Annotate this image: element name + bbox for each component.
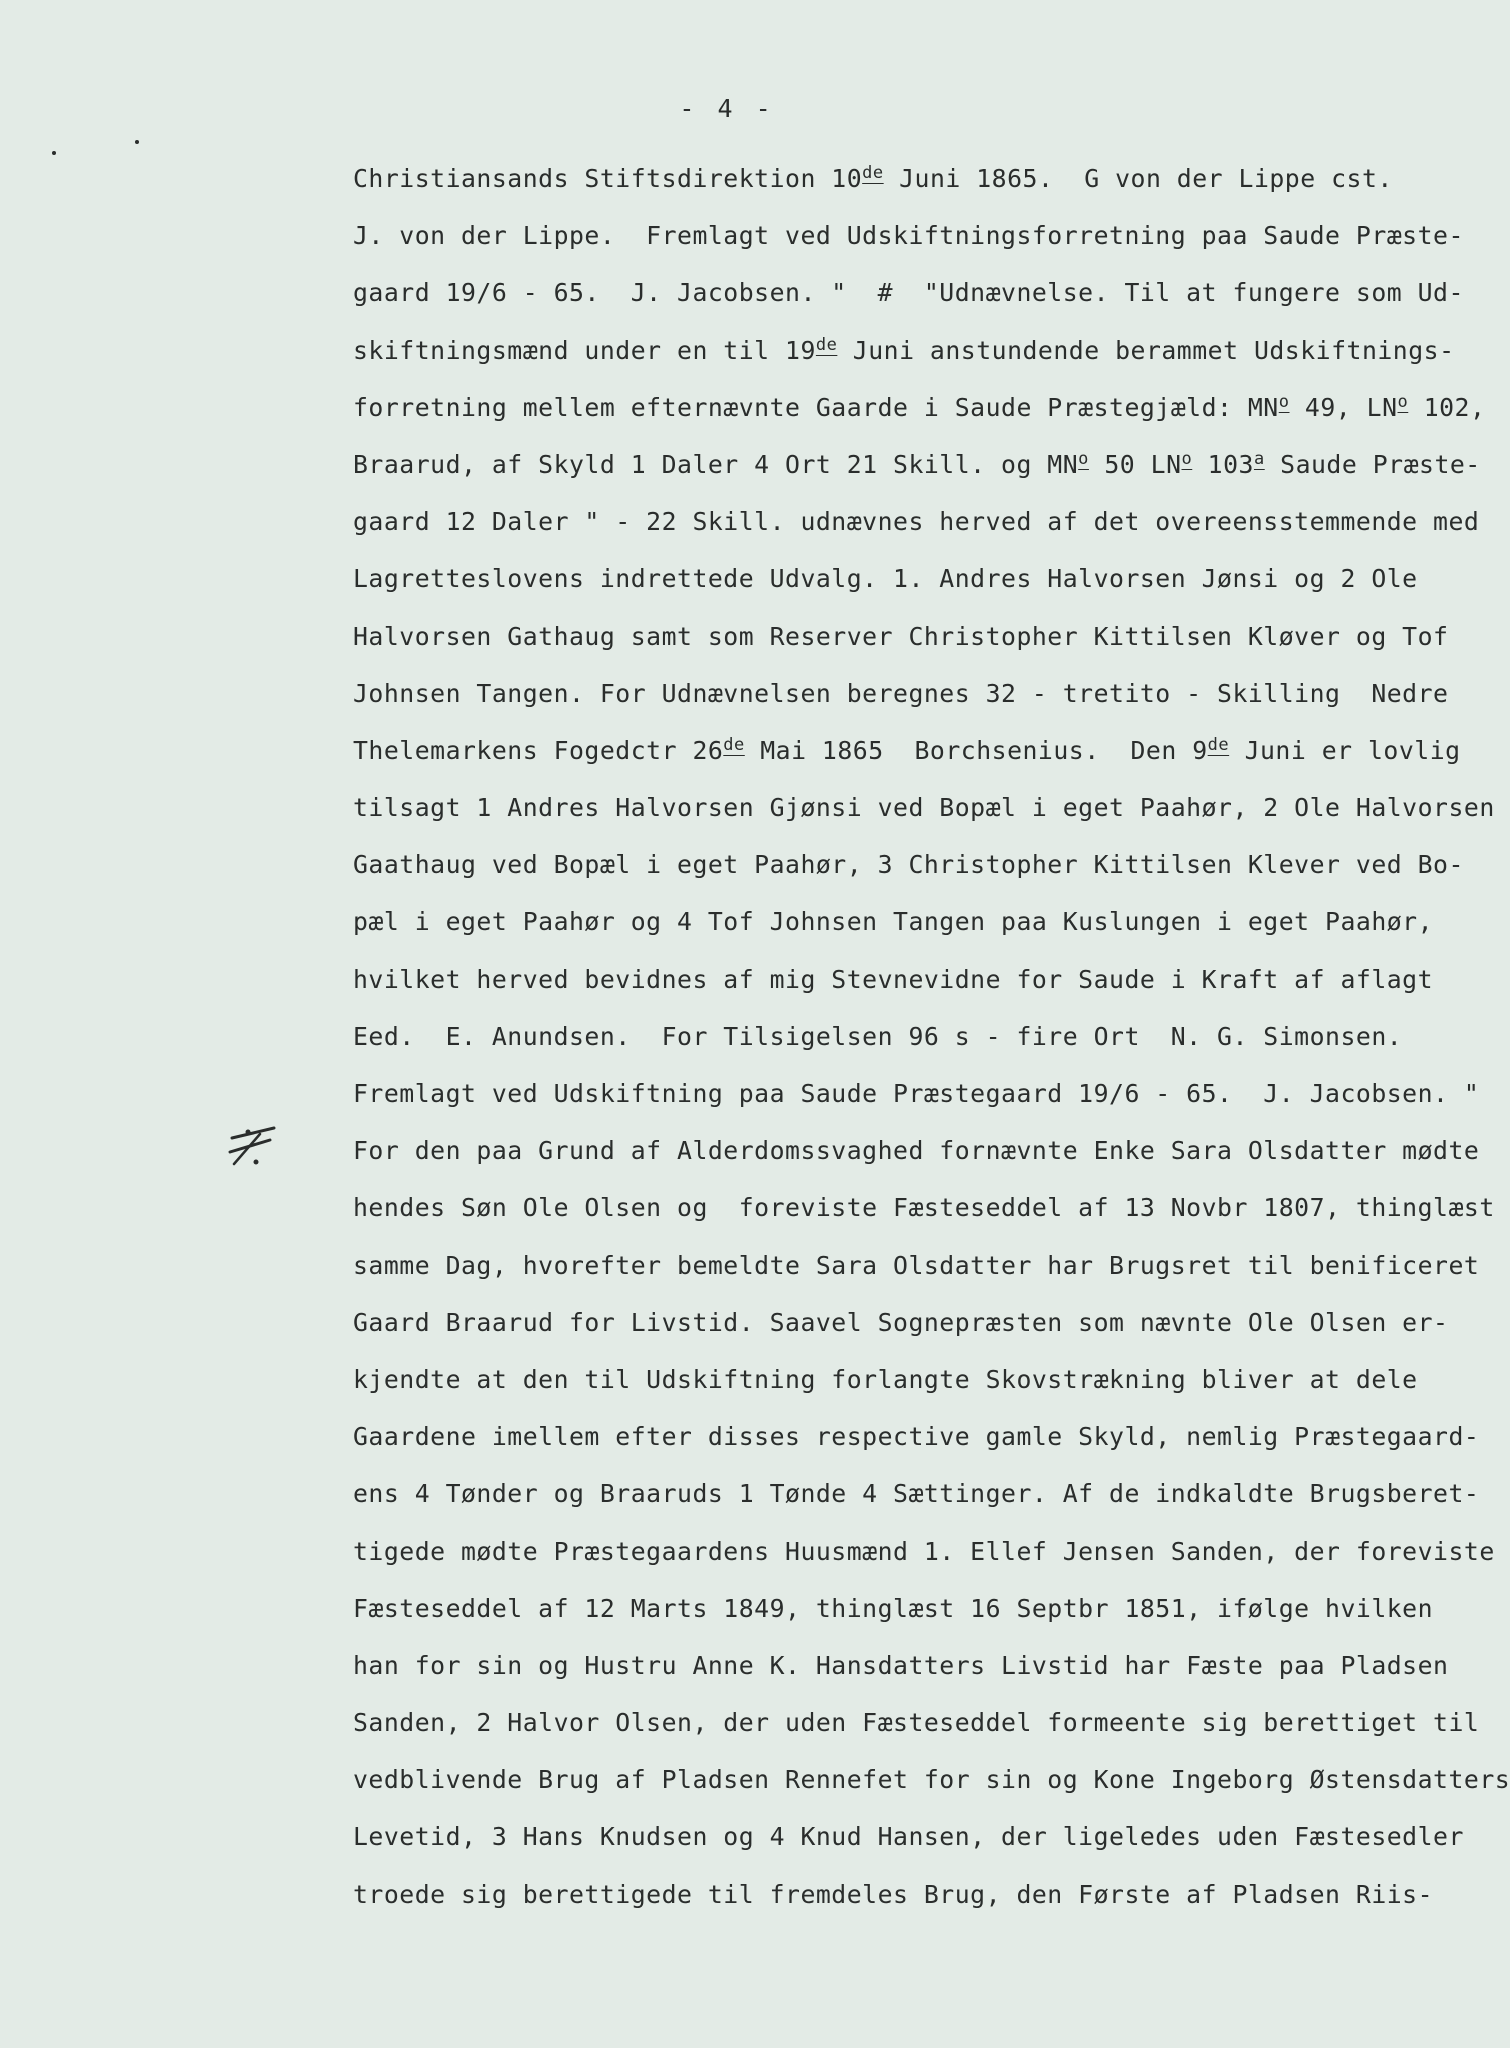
superscript: de	[723, 734, 745, 755]
text-line	[353, 951, 1434, 1008]
text-line	[353, 150, 1423, 207]
line-text: Juni anstundende berammet Udskiftnings-	[837, 335, 1455, 365]
text-line	[353, 1866, 1434, 1923]
text-line	[353, 1580, 1434, 1637]
line-text: 49, LN	[1289, 392, 1398, 422]
superscript: de	[862, 163, 884, 183]
superscript: o	[1278, 391, 1290, 412]
margin-dot	[135, 140, 139, 144]
text-line	[353, 436, 1481, 493]
line-text: Fremlagt ved Udskiftning paa Saude Præstegaard 19/6 - 65. J. Jacobsen. "	[353, 1079, 1480, 1108]
text-line	[353, 1808, 1464, 1865]
line-text: 50 LN	[1088, 449, 1182, 479]
text-line	[353, 722, 1461, 779]
text-line	[353, 836, 1464, 893]
line-text: ens 4 Tønder og Braaruds 1 Tønde 4 Sættinger. Af de indkaldte Brugsberet-	[353, 1479, 1480, 1509]
text-line	[353, 1179, 1495, 1236]
page-number: - 4 -	[679, 94, 775, 123]
text-line	[353, 207, 1464, 264]
text-line	[353, 608, 1449, 665]
margin-dot	[52, 151, 56, 155]
text-line	[353, 550, 1423, 607]
line-text: tilsagt 1 Andres Halvorsen Gjønsi ved Bopæl i eget Paahør, 2 Ole Halvorsen	[353, 793, 1495, 823]
line-text: For den paa Grund af Alderdomssvaghed fornævnte Enke Sara Olsdatter mødte	[353, 1136, 1480, 1166]
text-line	[353, 779, 1495, 836]
line-text: skiftningsmænd under en til 19	[353, 335, 816, 365]
line-text: Johnsen Tangen. For Udnævnelsen beregnes 32 - tretito - Skilling Nedre	[353, 678, 1449, 708]
superscript: o	[1181, 448, 1193, 469]
text-line	[353, 379, 1486, 436]
paragraph-mark-icon	[226, 1124, 282, 1174]
line-text: Juni 1865. G von der Lippe cst.	[883, 164, 1393, 193]
superscript: de	[1207, 734, 1230, 755]
text-line	[353, 1751, 1510, 1808]
line-text: hendes Søn Ole Olsen og foreviste Fæsteseddel af 13 Novbr 1807, thinglæst	[353, 1193, 1495, 1223]
line-text: Christiansands Stiftsdirektion 10	[353, 164, 863, 193]
text-line	[353, 1351, 1423, 1408]
text-line	[353, 1694, 1480, 1751]
line-text: Gaathaug ved Bopæl i eget Paahør, 3 Christopher Kittilsen Klever ved Bo-	[353, 850, 1464, 880]
document-body	[353, 150, 1510, 1923]
text-line	[353, 1637, 1449, 1694]
line-text: han for sin og Hustru Anne K. Hansdatters Livstid har Fæste paa Pladsen	[353, 1650, 1449, 1680]
superscript: o	[1078, 448, 1089, 469]
line-text: Braarud, af Skyld 1 Daler 4 Ort 21 Skill. og MN	[353, 449, 1079, 479]
text-line	[353, 1008, 1423, 1065]
text-line	[353, 493, 1480, 550]
line-text: hvilket herved bevidnes af mig Stevnevidne for Saude i Kraft af aflagt	[353, 964, 1434, 994]
line-text: Saude Præste-	[1264, 449, 1481, 479]
text-line	[353, 1065, 1480, 1122]
line-text: Juni er lovlig	[1229, 735, 1461, 765]
text-line	[353, 665, 1449, 722]
line-text: 102,	[1408, 392, 1486, 422]
line-text: gaard 12 Daler " - 22 Skill. udnævnes herved af det overeensstemmende med	[353, 507, 1480, 537]
line-text: Fæsteseddel af 12 Marts 1849, thinglæst 16 Septbr 1851, ifølge hvilken	[353, 1593, 1434, 1623]
line-text: Gaardene imellem efter disses respective gamle Skyld, nemlig Præstegaard-	[353, 1422, 1480, 1452]
line-text: forretning mellem efternævnte Gaarde i Saude Præstegjæld: MN	[353, 392, 1279, 422]
line-text: gaard 19/6 - 65. J. Jacobsen. " # "Udnævnelse. Til at fungere som Ud-	[353, 278, 1464, 308]
line-text: Levetid, 3 Hans Knudsen og 4 Knud Hansen, der ligeledes uden Fæstesedler	[353, 1822, 1464, 1852]
text-line	[353, 1523, 1495, 1580]
text-line	[353, 264, 1464, 321]
line-text: 103	[1192, 449, 1254, 479]
superscript: o	[1397, 391, 1409, 412]
superscript: de	[815, 334, 838, 355]
line-text: troede sig berettigede til fremdeles Brug, den Første af Pladsen Riis-	[353, 1879, 1434, 1909]
line-text: Eed. E. Anundsen. For Tilsigelsen 96 s - fire Ort N. G. Simonsen.	[353, 1021, 1403, 1051]
text-line	[353, 1408, 1480, 1465]
line-text: Lagretteslovens indrettede Udvalg. 1. Andres Halvorsen Jønsi og 2 Ole	[353, 564, 1418, 594]
line-text: Mai 1865 Borchsenius. Den 9	[744, 735, 1208, 765]
line-text: kjendte at den til Udskiftning forlangte Skovstrækning bliver at dele	[353, 1364, 1418, 1394]
text-line	[353, 322, 1455, 379]
text-line	[353, 1122, 1480, 1179]
line-text: Gaard Braarud for Livstid. Saavel Sognepræsten som nævnte Ole Olsen er-	[353, 1307, 1449, 1337]
line-text: pæl i eget Paahør og 4 Tof Johnsen Tangen paa Kuslungen i eget Paahør,	[353, 907, 1434, 937]
line-text: Halvorsen Gathaug samt som Reserver Christopher Kittilsen Kløver og Tof	[353, 621, 1449, 651]
line-text: J. von der Lippe. Fremlagt ved Udskiftningsforretning paa Saude Præste-	[353, 221, 1464, 251]
text-line	[353, 893, 1434, 950]
text-line	[353, 1237, 1480, 1294]
text-line	[353, 1465, 1480, 1522]
line-text: vedblivende Brug af Pladsen Rennefet for sin og Kone Ingeborg Østensdatters	[353, 1765, 1510, 1795]
line-text: Sanden, 2 Halvor Olsen, der uden Fæsteseddel formeente sig berettiget til	[353, 1708, 1480, 1738]
line-text: Thelemarkens Fogedctr 26	[353, 735, 724, 765]
text-line	[353, 1294, 1449, 1351]
superscript: a	[1253, 448, 1265, 469]
line-text: tigede mødte Præstegaardens Huusmænd 1. Ellef Jensen Sanden, der foreviste	[353, 1536, 1495, 1566]
line-text: samme Dag, hvorefter bemeldte Sara Olsdatter har Brugsret til benificeret	[353, 1250, 1480, 1280]
